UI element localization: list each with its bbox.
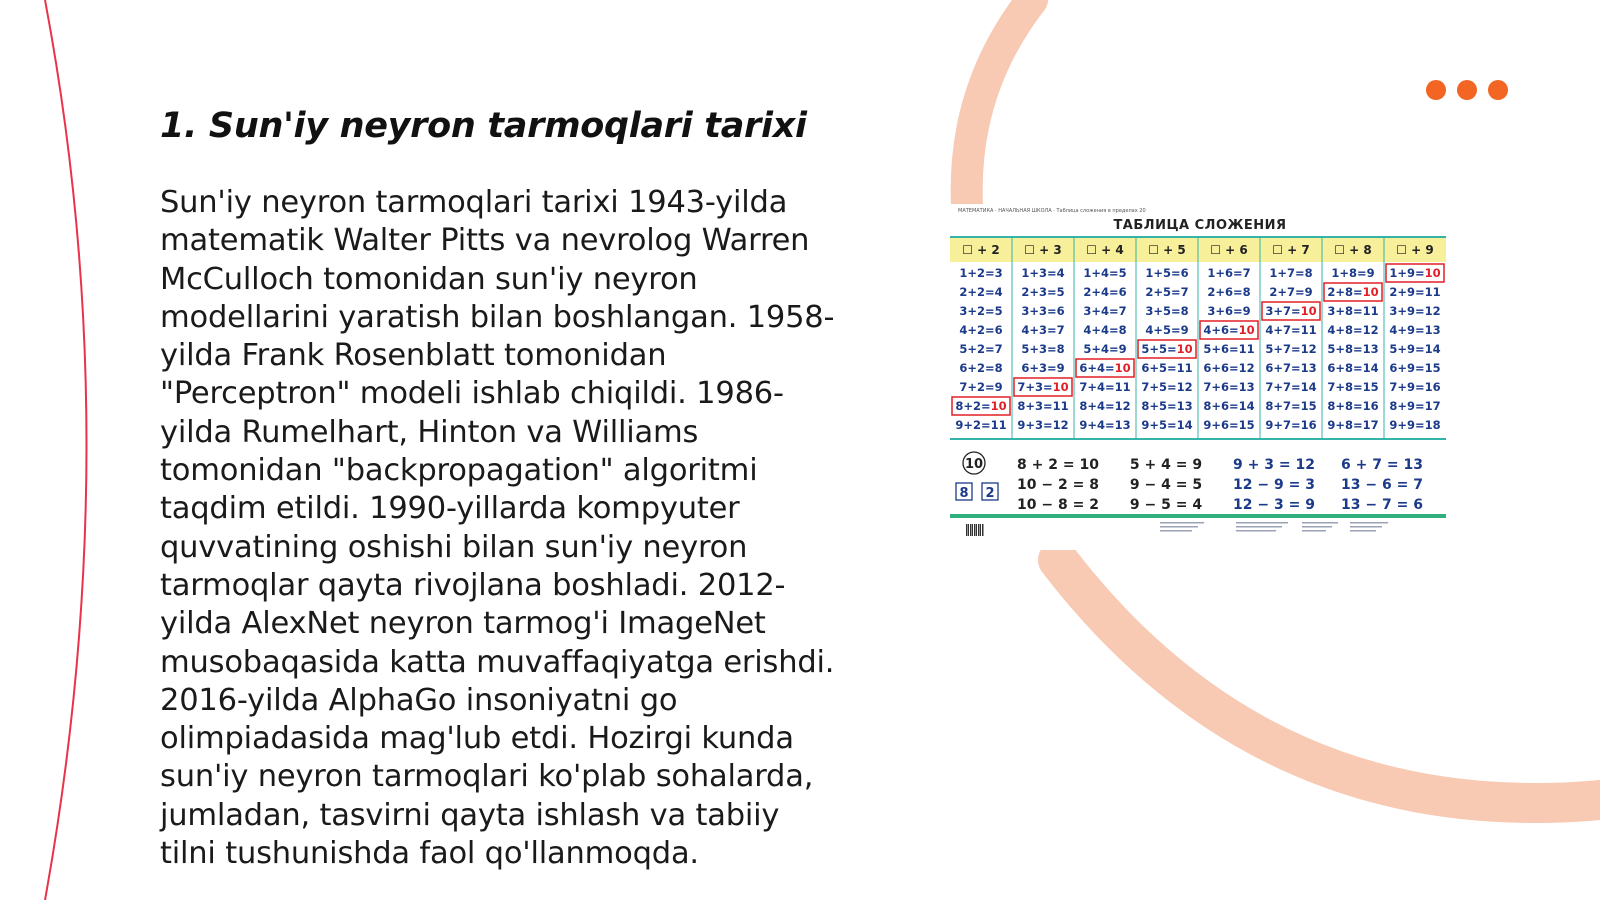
table-cell: 8+9=17 <box>1389 399 1441 413</box>
table-cell: 2+8=10 <box>1327 285 1379 299</box>
table-cell: 1+2=3 <box>959 266 1003 280</box>
table-header-2: ☐ + 2 <box>962 243 1000 257</box>
table-cell-sum: 8 <box>1304 266 1313 280</box>
table-cell: 7+7=14 <box>1265 380 1317 394</box>
table-cell: 3+2=5 <box>959 304 1003 318</box>
table-cell-sum: 11 <box>1114 380 1131 394</box>
table-cell-sum: 7 <box>1118 304 1127 318</box>
table-cell: 6+4=10 <box>1079 361 1131 375</box>
table-cell-sum: 10 <box>1362 285 1379 299</box>
table-cell: 8+7=15 <box>1265 399 1317 413</box>
table-cell: 4+6=10 <box>1203 323 1255 337</box>
table-cell: 9+4=13 <box>1079 418 1131 432</box>
table-cell-sum: 17 <box>1362 418 1379 432</box>
table-cell-sum: 16 <box>1300 418 1317 432</box>
table-cell-sum: 7 <box>1180 285 1189 299</box>
table-cell-sum: 13 <box>1238 380 1255 394</box>
table-cell: 9+7=16 <box>1265 418 1317 432</box>
example-equation: 9 + 3 = 12 <box>1233 457 1315 473</box>
table-cell-sum: 13 <box>1424 323 1441 337</box>
table-cell-sum: 10 <box>1300 304 1317 318</box>
table-cell-sum: 8 <box>1118 323 1127 337</box>
footer-fine-print <box>1350 526 1382 528</box>
table-cell-sum: 11 <box>1362 304 1379 318</box>
footer-fine-print <box>1302 530 1326 532</box>
table-cell: 7+6=13 <box>1203 380 1255 394</box>
example-equation: 9 − 5 = 4 <box>1129 497 1203 513</box>
table-cell: 4+8=12 <box>1327 323 1379 337</box>
barcode-bar <box>976 524 977 536</box>
table-cell-sum: 9 <box>1180 323 1189 337</box>
table-cell-sum: 14 <box>1176 418 1193 432</box>
barcode-bar <box>966 524 968 536</box>
table-cell-sum: 15 <box>1424 361 1441 375</box>
table-cell: 1+7=8 <box>1269 266 1313 280</box>
table-cell-sum: 12 <box>1362 323 1379 337</box>
table-cell: 9+9=18 <box>1389 418 1441 432</box>
table-cell: 1+5=6 <box>1145 266 1189 280</box>
table-header-9: ☐ + 9 <box>1396 243 1434 257</box>
table-cell-sum: 11 <box>990 418 1007 432</box>
table-cell-sum: 11 <box>1176 361 1193 375</box>
table-cell: 2+2=4 <box>959 285 1003 299</box>
table-header-8: ☐ + 8 <box>1334 243 1372 257</box>
table-cell-sum: 14 <box>1362 361 1379 375</box>
example-equation: 13 − 7 = 6 <box>1341 497 1423 513</box>
table-cell: 7+9=16 <box>1389 380 1441 394</box>
table-cell-sum: 12 <box>1176 380 1193 394</box>
barcode-bar <box>970 524 972 536</box>
table-cell-sum: 10 <box>1238 323 1255 337</box>
table-header-3: ☐ + 3 <box>1024 243 1062 257</box>
table-cell: 6+2=8 <box>959 361 1003 375</box>
table-cell-sum: 16 <box>1424 380 1441 394</box>
table-cell: 3+5=8 <box>1145 304 1189 318</box>
table-cell-sum: 12 <box>1238 361 1255 375</box>
table-cell: 1+3=4 <box>1021 266 1065 280</box>
table-cell-sum: 3 <box>994 266 1003 280</box>
barcode-bar <box>982 524 984 536</box>
table-cell: 3+3=6 <box>1021 304 1065 318</box>
table-cell: 2+3=5 <box>1021 285 1065 299</box>
table-cell: 4+9=13 <box>1389 323 1441 337</box>
footer-fine-print <box>1302 526 1332 528</box>
footer-fine-print <box>1160 530 1192 532</box>
barcode-bar <box>978 524 980 536</box>
table-cell: 3+9=12 <box>1389 304 1441 318</box>
example-equation: 10 − 2 = 8 <box>1017 477 1099 493</box>
slide-body-text: Sun'iy neyron tarmoqlari tarixi 1943-yilda matematik Walter Pitts va nevrolog Warren McCulloch tomonidan sun'iy neyron modellarini yaratish bilan boshlangan. 1958-yilda Frank Rosenblatt tomonidan "Perceptron" modeli ishlab chiqildi. 1986-yilda Rumelhart, Hinton va Williams tomonidan "backpropagation" algoritmi taqdim etildi. 1990-yillarda kompyuter quvvatining oshishi bilan sun'iy neyron tarmoqlar qayta rivojlana boshladi. 2012-yilda AlexNet neyron tarmog'i ImageNet musobaqasida katta muvaffaqiyatga erishdi. 2016-yilda AlphaGo insoniyatni go olimpiadasida mag'lub etdi. Hozirgi kunda sun'iy neyron tarmoqlari ko'plab sohalarda, jumladan, tasvirni qayta ishlash va tabiiy tilni tushunishda faol qo'llanmoqda. <box>160 185 835 872</box>
table-cell: 2+7=9 <box>1269 285 1313 299</box>
footer-fine-print <box>1302 522 1338 524</box>
table-cell: 5+8=13 <box>1327 342 1379 356</box>
table-cell-sum: 13 <box>1362 342 1379 356</box>
table-cell-sum: 7 <box>1056 323 1065 337</box>
example-equation: 12 − 3 = 9 <box>1233 497 1315 513</box>
table-cell: 6+9=15 <box>1389 361 1441 375</box>
table-cell: 1+8=9 <box>1331 266 1375 280</box>
table-cell-sum: 5 <box>1056 285 1065 299</box>
table-cell: 2+6=8 <box>1207 285 1251 299</box>
table-cell: 5+4=9 <box>1083 342 1127 356</box>
table-cell: 5+2=7 <box>959 342 1003 356</box>
table-cell-sum: 11 <box>1300 323 1317 337</box>
table-cell: 5+6=11 <box>1203 342 1255 356</box>
left-red-curve <box>45 0 87 900</box>
table-cell: 4+7=11 <box>1265 323 1317 337</box>
dot-1 <box>1426 80 1446 100</box>
table-cell-sum: 9 <box>1366 266 1375 280</box>
footer-fine-print <box>1236 526 1282 528</box>
table-cell-sum: 9 <box>1118 342 1127 356</box>
table-cell-sum: 8 <box>994 361 1003 375</box>
table-cell: 9+2=11 <box>955 418 1007 432</box>
table-cell-sum: 10 <box>1052 380 1069 394</box>
table-cell: 8+4=12 <box>1079 399 1131 413</box>
table-cell-sum: 9 <box>1242 304 1251 318</box>
table-cell-sum: 7 <box>1242 266 1251 280</box>
table-cell: 5+5=10 <box>1141 342 1193 356</box>
table-cell-sum: 10 <box>1114 361 1131 375</box>
table-cell-sum: 15 <box>1300 399 1317 413</box>
table-cell-sum: 5 <box>1118 266 1127 280</box>
example-equation: 6 + 7 = 13 <box>1341 457 1423 473</box>
barcode-bar <box>972 524 973 536</box>
table-cell: 3+4=7 <box>1083 304 1127 318</box>
table-cell: 6+6=12 <box>1203 361 1255 375</box>
example-equation: 8 + 2 = 10 <box>1017 457 1099 473</box>
table-header-7: ☐ + 7 <box>1272 243 1310 257</box>
footer-fine-print <box>1160 526 1198 528</box>
table-header-4: ☐ + 4 <box>1086 243 1124 257</box>
example-equation: 12 − 9 = 3 <box>1233 477 1315 493</box>
footer-fine-print <box>1236 530 1276 532</box>
barcode-bar <box>980 524 981 536</box>
table-cell-sum: 12 <box>1052 418 1069 432</box>
table-cell-sum: 10 <box>990 399 1007 413</box>
table-cell: 8+6=14 <box>1203 399 1255 413</box>
three-dots-icon[interactable] <box>1426 80 1508 100</box>
table-cell: 9+6=15 <box>1203 418 1255 432</box>
table-cell: 8+5=13 <box>1141 399 1193 413</box>
example-equation: 13 − 6 = 7 <box>1341 477 1423 493</box>
table-cell: 6+5=11 <box>1141 361 1193 375</box>
table-cell: 1+9=10 <box>1389 266 1441 280</box>
footer-fine-print <box>1350 522 1388 524</box>
poster-title: ТАБЛИЦА СЛОЖЕНИЯ <box>1113 218 1287 233</box>
example-equation: 5 + 4 = 9 <box>1129 457 1203 473</box>
table-cell: 7+8=15 <box>1327 380 1379 394</box>
table-cell-sum: 8 <box>1180 304 1189 318</box>
table-cell: 8+2=10 <box>955 399 1007 413</box>
table-cell: 8+8=16 <box>1327 399 1379 413</box>
table-cell-sum: 14 <box>1300 380 1317 394</box>
table-cell-sum: 14 <box>1424 342 1441 356</box>
table-cell: 4+3=7 <box>1021 323 1065 337</box>
barcode-bar <box>974 524 976 536</box>
table-cell-sum: 6 <box>1118 285 1127 299</box>
table-cell-sum: 12 <box>1424 304 1441 318</box>
table-cell-sum: 9 <box>1304 285 1313 299</box>
table-cell: 2+5=7 <box>1145 285 1189 299</box>
footer-fine-print <box>1160 522 1204 524</box>
table-cell-sum: 4 <box>994 285 1003 299</box>
table-cell: 2+9=11 <box>1389 285 1441 299</box>
table-cell-sum: 11 <box>1052 399 1069 413</box>
table-cell: 3+6=9 <box>1207 304 1251 318</box>
table-cell: 9+3=12 <box>1017 418 1069 432</box>
table-cell-sum: 13 <box>1176 399 1193 413</box>
addition-table-image <box>948 204 1452 550</box>
table-cell-sum: 4 <box>1056 266 1065 280</box>
dot-3 <box>1488 80 1508 100</box>
table-cell: 6+8=14 <box>1327 361 1379 375</box>
table-cell-sum: 18 <box>1424 418 1441 432</box>
table-cell-sum: 11 <box>1238 342 1255 356</box>
table-cell: 7+3=10 <box>1017 380 1069 394</box>
table-cell: 2+4=6 <box>1083 285 1127 299</box>
table-cell-sum: 10 <box>1424 266 1441 280</box>
table-cell: 4+2=6 <box>959 323 1003 337</box>
example-circle-label: 10 <box>964 457 984 472</box>
table-cell: 3+7=10 <box>1265 304 1317 318</box>
table-cell: 7+2=9 <box>959 380 1003 394</box>
table-cell-sum: 11 <box>1424 285 1441 299</box>
addition-table <box>948 204 1452 550</box>
table-cell: 5+9=14 <box>1389 342 1441 356</box>
slide-title: 1. Sun'iy neyron tarmoqlari tarixi <box>160 106 807 146</box>
table-cell-sum: 9 <box>1056 361 1065 375</box>
table-cell-sum: 15 <box>1362 380 1379 394</box>
table-cell-sum: 6 <box>1056 304 1065 318</box>
table-cell: 1+4=5 <box>1083 266 1127 280</box>
table-cell-sum: 8 <box>1242 285 1251 299</box>
table-cell-sum: 12 <box>1114 399 1131 413</box>
table-cell: 9+5=14 <box>1141 418 1193 432</box>
table-cell-sum: 10 <box>1176 342 1193 356</box>
table-cell: 3+8=11 <box>1327 304 1379 318</box>
footer-fine-print <box>1236 522 1288 524</box>
table-cell: 4+4=8 <box>1083 323 1127 337</box>
orange-arc-bottom <box>1058 560 1600 803</box>
example-box-label: 8 <box>959 486 969 501</box>
barcode-bar <box>968 524 969 536</box>
table-cell: 6+7=13 <box>1265 361 1317 375</box>
dot-2 <box>1457 80 1477 100</box>
table-cell: 7+4=11 <box>1079 380 1131 394</box>
table-cell-sum: 8 <box>1056 342 1065 356</box>
table-cell-sum: 5 <box>994 304 1003 318</box>
table-cell-sum: 14 <box>1238 399 1255 413</box>
table-cell: 9+8=17 <box>1327 418 1379 432</box>
table-header-5: ☐ + 5 <box>1148 243 1186 257</box>
example-equation: 9 − 4 = 5 <box>1129 477 1203 493</box>
table-header-6: ☐ + 6 <box>1210 243 1248 257</box>
table-cell-sum: 6 <box>1180 266 1189 280</box>
table-cell-sum: 13 <box>1300 361 1317 375</box>
table-cell-sum: 7 <box>994 342 1003 356</box>
table-cell-sum: 6 <box>994 323 1003 337</box>
footer-fine-print <box>1350 530 1376 532</box>
table-cell: 1+6=7 <box>1207 266 1251 280</box>
poster-meta: МАТЕМАТИКА · НАЧАЛЬНАЯ ШКОЛА · Таблица сложения в пределах 20 <box>958 208 1146 214</box>
table-cell: 7+5=12 <box>1141 380 1193 394</box>
example-box-label: 2 <box>985 486 995 501</box>
table-cell-sum: 15 <box>1238 418 1255 432</box>
table-cell: 5+7=12 <box>1265 342 1317 356</box>
table-cell-sum: 12 <box>1300 342 1317 356</box>
table-cell: 5+3=8 <box>1021 342 1065 356</box>
table-cell-sum: 9 <box>994 380 1003 394</box>
table-cell-sum: 13 <box>1114 418 1131 432</box>
example-equation: 10 − 8 = 2 <box>1017 497 1099 513</box>
orange-arc-top <box>967 0 1032 205</box>
table-cell-sum: 17 <box>1424 399 1441 413</box>
table-cell: 4+5=9 <box>1145 323 1189 337</box>
table-cell: 8+3=11 <box>1017 399 1069 413</box>
table-cell: 6+3=9 <box>1021 361 1065 375</box>
table-cell-sum: 16 <box>1362 399 1379 413</box>
